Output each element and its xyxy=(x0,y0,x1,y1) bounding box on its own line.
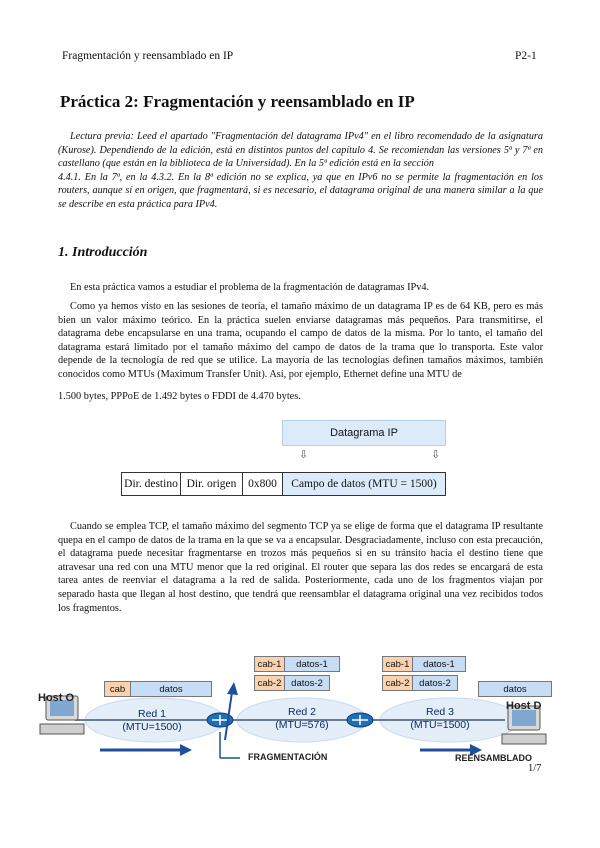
paragraph-3: Cuando se emplea TCP, el tamaño máximo del segmento TCP ya se elige de forma que el datagrama IP resultante quepa en el campo de datos de la trama en la que se va a encapsular. Desgraciadamente, incluso con esta precaución, el datagrama puede necesitar fragmentarse en trozos más pequeños si en su tránsito hacia el destino tiene que atravesar una red con una MTU menor que la red original. El router que separa las dos redes se encargará de esta tarea antes de reenviar el datagrama a la red de salida. Posteriormente, cada uno de los fragmentos viajan por separado hasta que llegan al host destino, que tendrá que reensamblar el datagrama original una vez recibidos todos los fragmentos. xyxy=(58,521,543,614)
fragment-1-arrived xyxy=(382,656,466,672)
fragment-2 xyxy=(254,675,330,691)
section-heading-introduccion: 1. Introducción xyxy=(58,245,148,260)
original-packet xyxy=(104,681,212,697)
red2-name: Red 2 xyxy=(287,706,317,718)
arrow-down-icon: ⇩ xyxy=(299,448,309,461)
red2-mtu: (MTU=576) xyxy=(275,719,329,731)
fragment-1 xyxy=(254,656,340,672)
reading-note xyxy=(58,130,543,212)
fragment-2-arrived-header: cab-2 xyxy=(383,676,413,690)
running-header-title: Fragmentación y reensamblado en IP xyxy=(62,50,234,62)
pointer-line xyxy=(220,732,240,758)
router-icon xyxy=(347,713,373,727)
running-header-page: P2-1 xyxy=(515,50,537,62)
arrow-up-icon xyxy=(225,682,238,740)
paragraph-1: En esta práctica vamos a estudiar el problema de la fragmentación de datagramas IPv4. xyxy=(70,282,430,293)
red2-label xyxy=(262,706,342,732)
host-o-label: Host O xyxy=(38,692,75,704)
frame-cell-src: Dir. origen xyxy=(181,473,243,495)
frame-cell-type: 0x800 xyxy=(243,473,283,495)
frame-cell-dest: Dir. destino xyxy=(122,473,181,495)
packet-header: cab xyxy=(105,682,131,696)
reassembled-data: datos xyxy=(479,682,551,696)
fragment-1-arrived-data: datos-1 xyxy=(413,657,465,671)
host-d-label: Host D xyxy=(506,700,542,712)
paragraph-2-end: 1.500 bytes, PPPoE de 1.492 bytes o FDDI de 4.470 bytes. xyxy=(58,391,301,402)
fragment-1-data: datos-1 xyxy=(285,657,339,671)
packet-data: datos xyxy=(131,682,211,696)
reensamblado-caption: REENSAMBLADO xyxy=(455,753,533,763)
reassembled-packet xyxy=(478,681,552,697)
fragmentacion-caption: FRAGMENTACIÓN xyxy=(248,752,328,762)
red3-name: Red 3 xyxy=(425,706,455,718)
red3-mtu: (MTU=1500) xyxy=(410,719,470,731)
red1-label xyxy=(112,708,192,734)
fragment-2-arrived xyxy=(382,675,458,691)
paragraph-2: Como ya hemos visto en las sesiones de teoría, el tamaño máximo de un datagrama IP es de 64 KB, pero es más bien un valor máximo teórico. En la práctica suelen enviarse datagramas más pequeños. Para transmitirse, el datagrama debe encapsularse en una trama, ocupando el campo de datos de la misma. Por lo tanto, el tamaño del datagrama estará limitado por el tamaño máximo del campo de datos de la trama que lo transporta. Este valor depende de la tecnología de red que se utilice. La mayoría de las tecnologías definen tamaños máximos, también conocidos como MTUs (Maximum Transfer Unit). Así, por ejemplo, Ethernet define una MTU de xyxy=(58,301,543,380)
fragment-2-arrived-data: datos-2 xyxy=(413,676,457,690)
reading-note-p2: 4.4.1. En la 7ª, en la 4.3.2. En la 8ª edición no se explica, ya que en IPv6 no se permite la fragmentación en los routers, aunque sí en origen, que fragmentará, si es necesario, el datagrama original de una manera similar a la que se describe en esta práctica para IPv4. xyxy=(58,171,543,210)
frame-cell-data: Campo de datos (MTU = 1500) xyxy=(283,473,445,495)
reading-note-p1: Lectura previa: Leed el apartado "Fragmentación del datagrama IPv4" en el libro recomendado de la asignatura (Kurose). Dependiendo de la edición, está en distintos puntos del capítulo 4. Se recomiendan las versiones 5ª y 7ª en castellano (que están en la biblioteca de la Universidad). En la 5ª edición está en la sección xyxy=(58,131,543,170)
fragment-1-arrived-header: cab-1 xyxy=(383,657,413,671)
red1-mtu: (MTU=1500) xyxy=(122,721,182,733)
ethernet-frame xyxy=(121,472,446,496)
datagram-label-text: Datagrama IP xyxy=(330,427,398,439)
fragment-2-data: datos-2 xyxy=(285,676,329,690)
fragment-1-header: cab-1 xyxy=(255,657,285,671)
red3-label xyxy=(400,706,480,732)
page-number: 1/7 xyxy=(528,763,542,774)
red1-name: Red 1 xyxy=(137,708,167,720)
page-title: Práctica 2: Fragmentación y reensamblado en IP xyxy=(60,92,415,111)
arrow-right-icon xyxy=(100,744,192,756)
arrow-down-icon: ⇩ xyxy=(431,448,441,461)
fragment-2-header: cab-2 xyxy=(255,676,285,690)
datagram-label xyxy=(282,420,446,446)
